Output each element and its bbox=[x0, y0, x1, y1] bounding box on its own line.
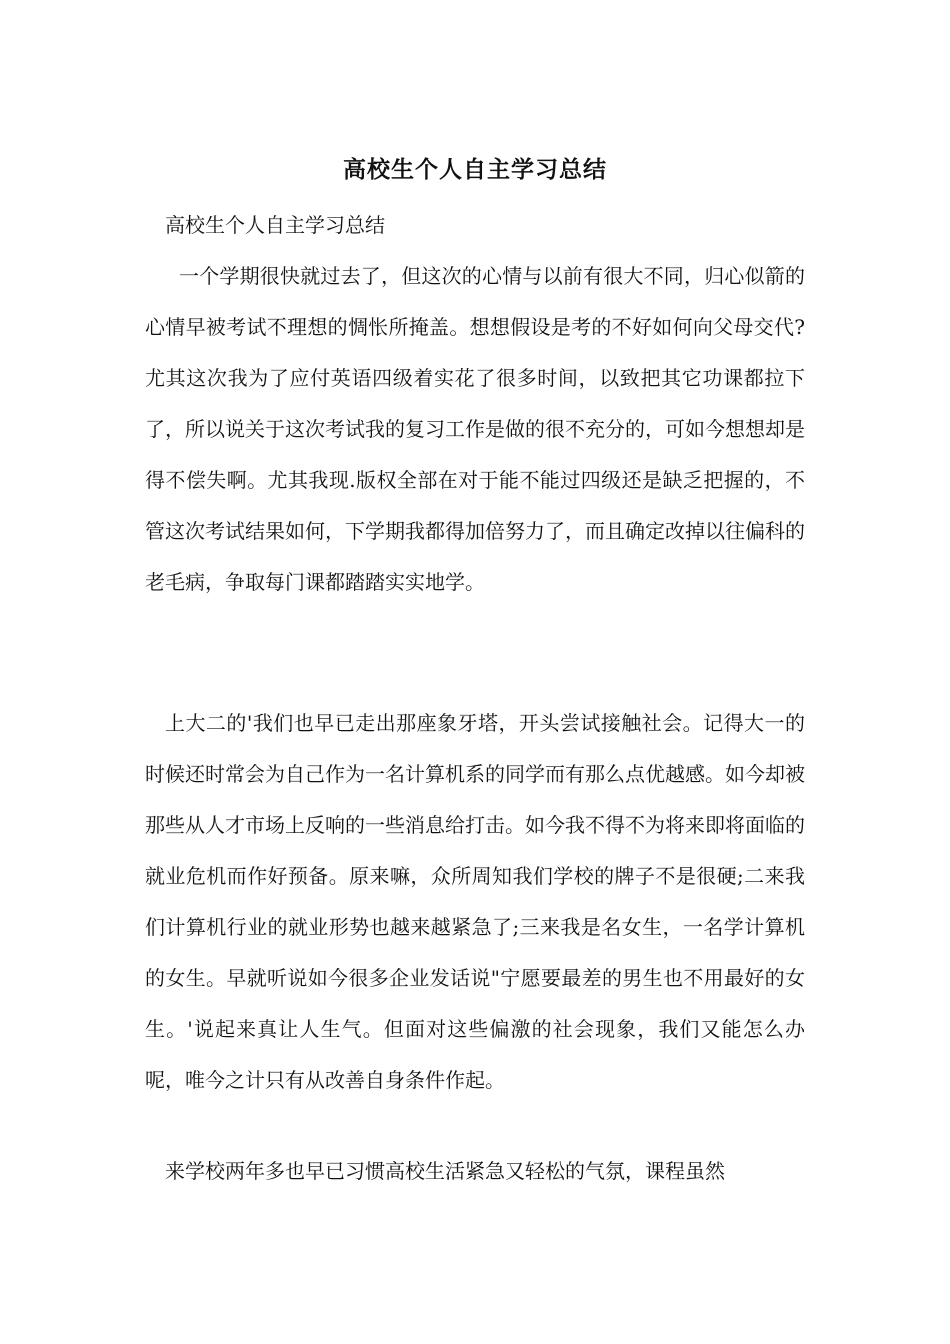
paragraph-1: 一个学期很快就过去了，但这次的心情与以前有很大不同，归心似箭的心情早被考试不理想的惆怅所掩盖。想想假设是考的不好如何向父母交代?尤其这次我为了应付英语四级着实花了很多时间，以致把其它功课都拉下了，所以说关于这次考试我的复习工作是做的很不充分的，可如今想想却是得不偿失啊。尤其我现.版权全部在对于能不能过四级还是缺乏把握的，不管这次考试结果如何，下学期我都得加倍努力了，而且确定改掉以往偏科的老毛病，争取每门课都踏踏实实地学。 bbox=[145, 264, 805, 594]
paragraph-3: 来学校两年多也早已习惯高校生活紧急又轻松的气氛，课程虽然 bbox=[165, 1159, 725, 1183]
document-title: 高校生个人自主学习总结 bbox=[343, 156, 607, 183]
document-subtitle: 高校生个人自主学习总结 bbox=[165, 213, 385, 237]
paragraph-2: 上大二的'我们也早已走出那座象牙塔，开头尝试接触社会。记得大一的时候还时常会为自己作为一名计算机系的同学而有那么点优越感。如今却被那些从人才市场上反响的一些消息给打击。如今我不得不为将来即将面临的就业危机而作好预备。原来嘛，众所周知我们学校的牌子不是很硬;二来我们计算机行业的就业形势也越来越紧急了;三来我是名女生，一名学计算机的女生。早就听说如今很多企业发话说"宁愿要最差的男生也不用最好的女生。'说起来真让人生气。但面对这些偏激的社会现象，我们又能怎么办呢，唯今之计只有从改善自身条件作起。 bbox=[145, 711, 805, 1092]
